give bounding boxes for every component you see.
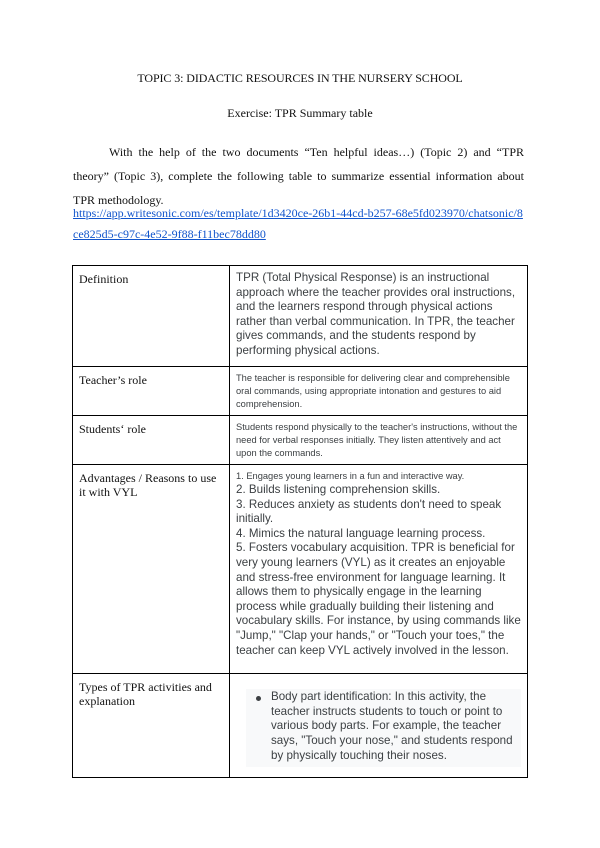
page-title: TOPIC 3: DIDACTIC RESOURCES IN THE NURSERY SCHOOL xyxy=(137,71,463,85)
activity-text: Body part identification: In this activity, the teacher instructs students to touch or point to various body parts. For example, the teacher says, "Touch your nose," and students respond by physically touching their noses. xyxy=(271,690,513,762)
tpr-summary-table xyxy=(72,265,528,778)
table-row-definition xyxy=(73,266,528,367)
activities-cell xyxy=(230,674,528,778)
table-row-students-role xyxy=(73,416,528,465)
students-role-label: Students‘ role xyxy=(73,416,230,465)
teachers-role-label: Teacher’s role xyxy=(73,367,230,416)
table-row-teachers-role xyxy=(73,367,528,416)
page-subtitle: Exercise: TPR Summary table xyxy=(227,106,373,120)
advantages-list xyxy=(230,465,528,674)
list-item: 2. Builds listening comprehension skills. xyxy=(236,483,441,496)
definition-text: TPR (Total Physical Response) is an instructional approach where the teacher provides oral instructions, and the learners respond through physical actions rather than verbal communication. In TPR, the teacher gives commands, and the students respond by performing physical actions. xyxy=(230,266,528,367)
list-item: 1. Engages young learners in a fun and interactive way. xyxy=(236,471,465,481)
reference-link[interactable]: https://app.writesonic.com/es/template/1d3420ce-26b1-44cd-b257-68e5fd023970/chatsonic/8ce825d5-c97c-4e52-9f88-f11bec78dd80 xyxy=(73,206,523,241)
activities-label: Types of TPR activities and explanation xyxy=(73,674,230,778)
list-item xyxy=(246,689,521,767)
list-item: 5. Fosters vocabulary acquisition. TPR is beneficial for very young learners (VYL) as it creates an enjoyable and stress-free environment for language learning. It allows them to physically engage in the learning process while gradually building their listening and vocabulary skills. For instance, by using commands like "Jump," "Clap your hands," or "Touch your toes," the teacher can keep VYL actively involved in the lesson. xyxy=(236,541,521,657)
list-item: 3. Reduces anxiety as students don't need to speak initially. xyxy=(236,497,502,526)
students-role-text: Students respond physically to the teacher's instructions, without the need for verbal responses initially. They listen attentively and act upon the commands. xyxy=(230,416,528,465)
advantages-label: Advantages / Reasons to use it with VYL xyxy=(73,465,230,674)
bullet-icon xyxy=(256,696,261,701)
definition-label: Definition xyxy=(73,266,230,367)
teachers-role-text: The teacher is responsible for delivering clear and comprehensible oral commands, using appropriate intonation and gestures to aid comprehension. xyxy=(230,367,528,416)
intro-paragraph: With the help of the two documents “Ten helpful ideas…) (Topic 2) and “TPR theory” (Topic 3), complete the following table to summarize essential information about TPR methodology. xyxy=(73,145,524,207)
table-row-advantages xyxy=(73,465,528,674)
table-row-activities xyxy=(73,674,528,778)
list-item: 4. Mimics the natural language learning process. xyxy=(236,526,486,540)
